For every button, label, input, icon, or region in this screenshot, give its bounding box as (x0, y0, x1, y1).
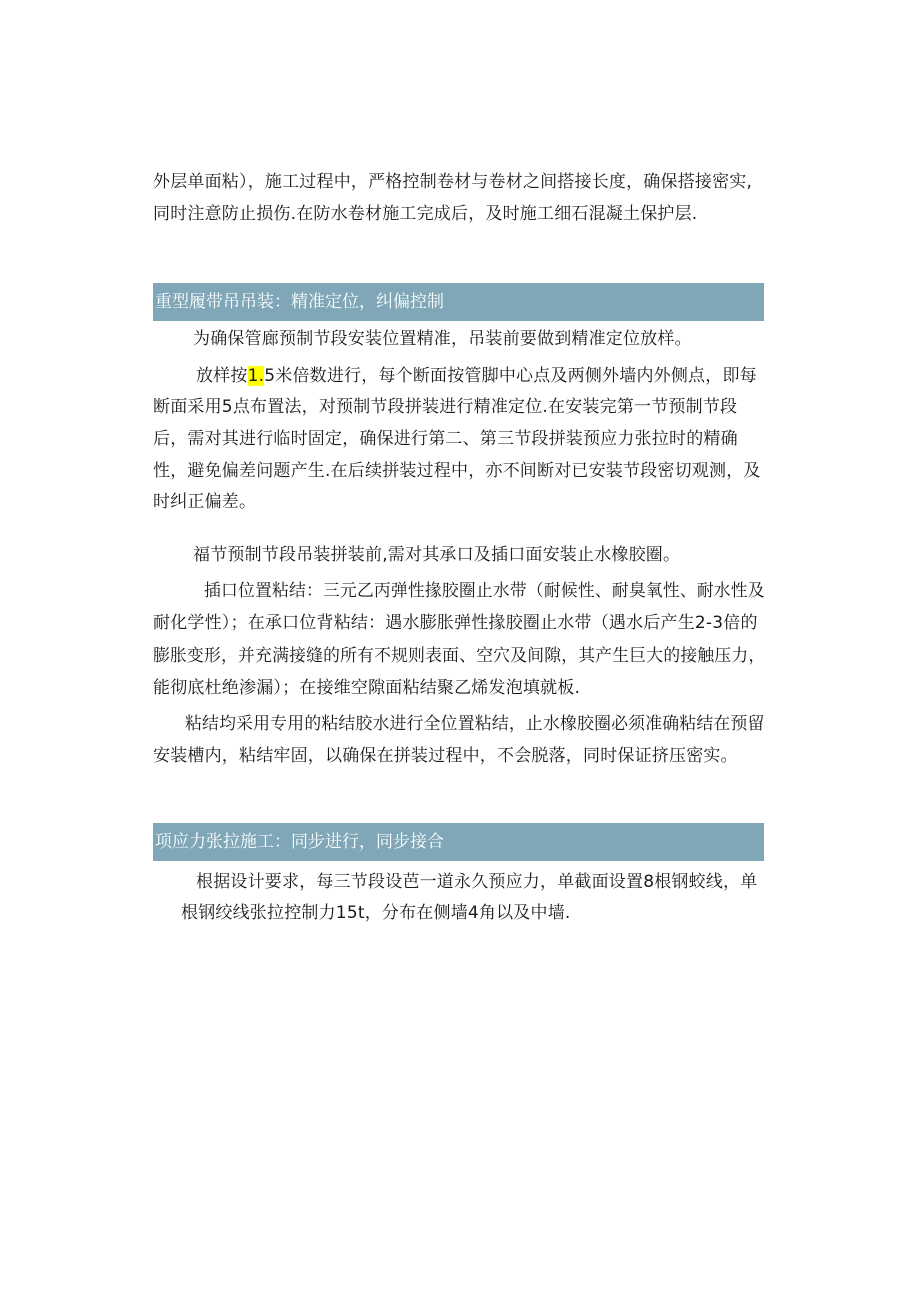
section-heading: 重型履带吊吊装：精准定位，纠偏控制 (155, 292, 444, 312)
paragraph-line: 同时注意防止损伤.在防水卷材施工完成后，及时施工细石混凝土保护层. (153, 204, 698, 224)
text-segment: 放样按 (196, 366, 248, 386)
paragraph-line: 外层单面粘），施工过程中，严格控制卷材与卷材之间搭接长度，确保搭接密实, (153, 172, 753, 192)
text-segment: 5米倍数进行，每个断面按管脚中心点及两侧外墙内外侧点，即每 (264, 366, 757, 386)
paragraph-line: 福节预制节段吊装拼装前,需对其承口及插口面安装止水橡胶圈。 (193, 545, 681, 565)
paragraph-line: 安装槽内，粘结牢固，以确保在拼装过程中，不会脱落，同时保证挤压密实。 (153, 746, 738, 766)
paragraph-line: 膨胀变形，并充满接缝的所有不规则表面、空穴及间隙，其产生巨大的接触压力， (153, 646, 766, 666)
paragraph-line: 时纠正偏差。 (153, 492, 257, 512)
paragraph-line: 根据设计要求，每三节段设芭一道永久预应力，单截面设置8根钢蛟线，单 (196, 872, 758, 892)
paragraph-line: 为确保管廊预制节段安装位置精准，吊装前要做到精准定位放样。 (193, 329, 692, 349)
paragraph-line: 耐化学性）；在承口位背粘结：遇水膨胀弹性掾胶圈止水带（遇水后产生2-3倍的 (153, 613, 758, 633)
section-heading: 项应力张拉施工：同步进行，同步接合 (155, 832, 444, 852)
paragraph-line: 断面采用5点布置法，对预制节段拼装进行精准定位.在安装完第一节预制节段 (153, 397, 738, 417)
paragraph-line: 粘结均采用专用的粘结胶水进行全位置粘结，止水橡胶圈必须准确粘结在预留 (185, 714, 765, 734)
highlighted-text: 1. (247, 366, 265, 386)
paragraph-line: 后，需对其进行临时固定，确保进行第二、第三节段拼装预应力张拉时的精确 (153, 429, 738, 449)
paragraph-line: 能彻底杜绝渗漏）；在接维空隙面粘结聚乙烯发泡填就板. (153, 678, 581, 698)
paragraph-line: 插口位置粘结：三元乙丙弹性掾胶圈止水带（耐候性、耐臭氧性、耐水性及 (204, 581, 765, 601)
paragraph-line: 根钢绞线张拉控制力15t，分布在侧墙4角以及中墙. (181, 903, 571, 923)
paragraph-line (196, 365, 757, 387)
paragraph-line: 性，避免偏差问题产生.在后续拼装过程中，亦不间断对已安装节段密切观测，及 (153, 461, 761, 481)
section-heading-bar (153, 823, 764, 861)
section-heading-bar (153, 283, 764, 321)
